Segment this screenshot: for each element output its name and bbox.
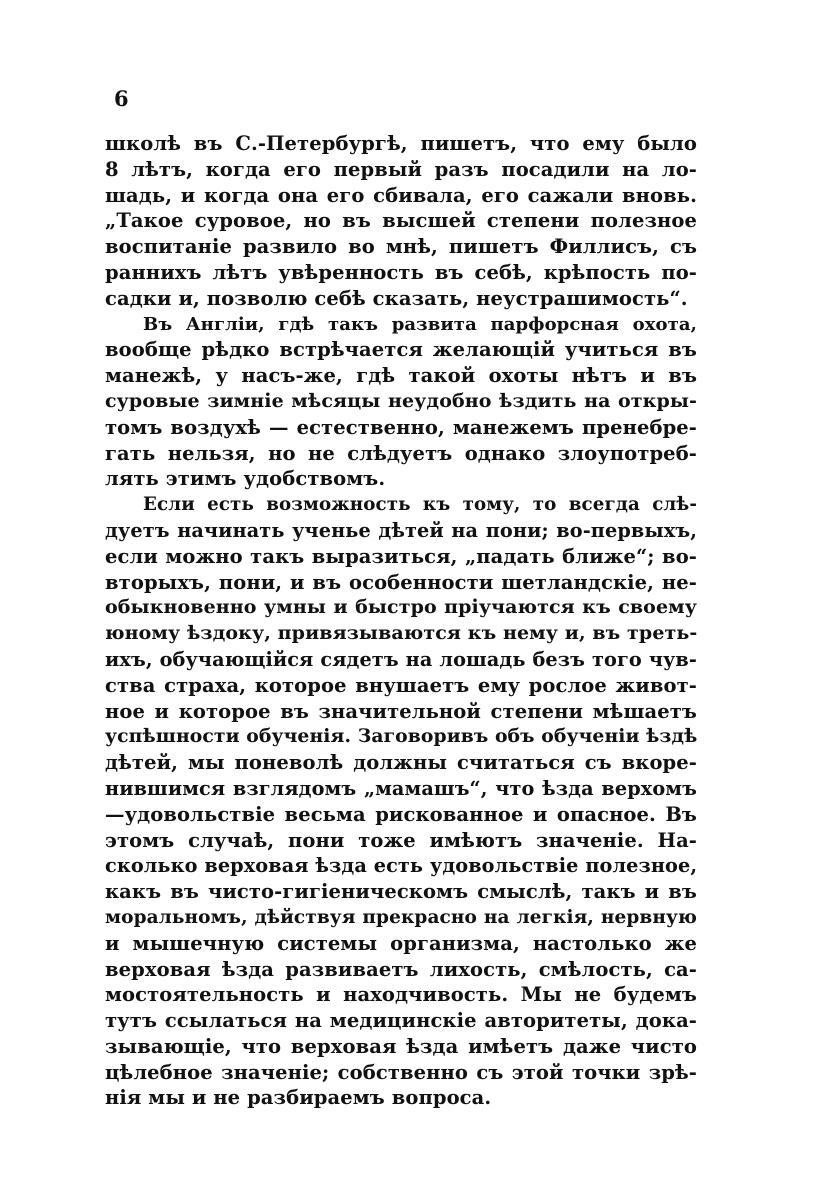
body-text	[105, 131, 697, 1111]
text-line: вторыхъ, пони, и въ особенности шетландскіе, не-	[105, 570, 697, 594]
text-line: ства страха, которое внушаетъ ему рослое живот-	[105, 673, 697, 697]
text-line: моральномъ, дѣйствуя прекрасно на легкія, нервную	[105, 906, 697, 928]
text-line: „Такое суровое, но въ высшей степени полезное	[105, 209, 697, 233]
text-line: мостоятельность и находчивость. Мы не будемъ	[105, 983, 697, 1007]
text-line: шадь, и когда она его сбивала, его сажали вновь.	[105, 183, 697, 207]
text-line: Если есть возможность къ тому, то всегда слѣ-	[143, 494, 697, 516]
text-line: нія мы и не разбираемъ вопроса.	[105, 1086, 492, 1110]
text-line: если можно такъ выразиться, „падать ближе“; во-	[105, 544, 697, 568]
text-line: гать нельзя, но не слѣдуетъ однако злоупотреб-	[105, 441, 697, 465]
text-line: нившимся взглядомъ „мамашъ“, что ѣзда верхомъ	[105, 776, 697, 800]
text-line: верховая ѣзда развиваетъ лихость, смѣлость, са-	[105, 957, 697, 981]
text-line: цѣлебное значеніе; собственно съ этой точки зрѣ-	[105, 1060, 697, 1084]
text-line: садки и, позволю себѣ сказать, неустрашимость“.	[105, 286, 688, 310]
text-line: —удовольствіе весьма рискованное и опасное. Въ	[105, 802, 697, 826]
text-line: школѣ въ С.-Петербургѣ, пишетъ, что ему было	[105, 132, 697, 155]
text-line: вообще рѣдко встрѣчается желающій учиться въ	[105, 338, 697, 362]
page-number: 6	[114, 86, 129, 111]
text-line: какъ въ чисто-гигіеническомъ смыслѣ, такъ и въ	[105, 880, 697, 904]
text-line: раннихъ лѣтъ увѣренность въ себѣ, крѣпость по-	[105, 260, 697, 284]
text-line: дѣтей, мы поневолѣ должны считаться съ вкоре-	[105, 751, 697, 775]
text-line: успѣшности обученія. Заговоривъ объ обученіи ѣздѣ	[105, 725, 698, 748]
text-line: манежѣ, у насъ-же, гдѣ такой охоты нѣтъ и въ	[105, 364, 697, 388]
text-line: Въ Англіи, гдѣ такъ развита парфорсная охота,	[143, 313, 697, 335]
text-line: ное и которое въ значительной степени мѣшаетъ	[105, 699, 697, 723]
text-line: ихъ, обучающійся сядетъ на лошадь безъ того чув-	[105, 647, 697, 671]
text-line: суровые зимніе мѣсяцы неудобно ѣздить на откры-	[105, 389, 697, 412]
text-line: 8 лѣтъ, когда его первый разъ посадили на ло-	[105, 157, 697, 181]
text-line: юному ѣздоку, привязываются къ нему и, въ треть-	[105, 622, 698, 645]
text-line: и мышечную системы организма, настолько же	[105, 931, 697, 955]
text-line: этомъ случаѣ, пони тоже имѣютъ значеніе. На-	[105, 828, 697, 852]
text-line: обыкновенно умны и быстро пріучаются къ своему	[105, 596, 697, 619]
text-line: дуетъ начинать ученье дѣтей на пони; во-первыхъ,	[105, 518, 697, 542]
text-line: лять этимъ удобствомъ.	[105, 467, 386, 491]
text-line: сколько верховая ѣзда есть удовольствіе полезное,	[105, 854, 698, 878]
text-line: зывающіе, что верховая ѣзда имѣетъ даже чисто	[105, 1034, 697, 1058]
text-line: тутъ ссылаться на медицинскіе авторитеты, дока-	[105, 1009, 697, 1033]
text-line: томъ воздухѣ — естественно, манежемъ пренебре-	[105, 415, 697, 439]
text-line: воспитаніе развило во мнѣ, пишетъ Филлисъ, съ	[105, 235, 697, 259]
